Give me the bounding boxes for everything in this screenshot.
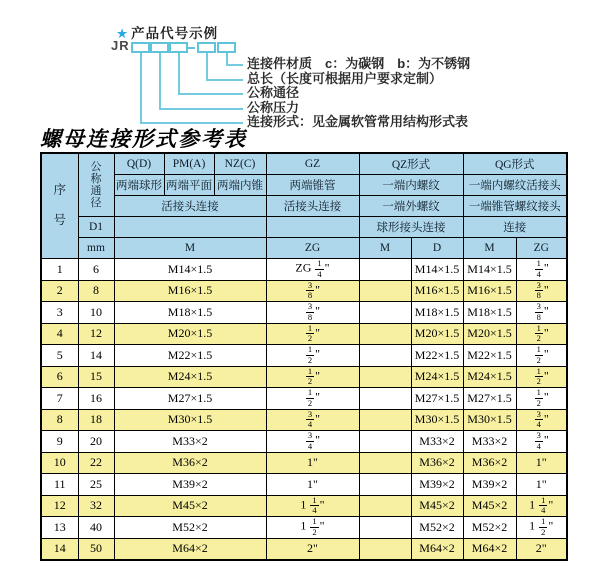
subheader-union-conn: 活接头连接: [114, 196, 266, 217]
col-header-pm: PM(A): [164, 153, 214, 175]
cell-qz-d: M64×2: [411, 538, 463, 560]
cell-gz: $\frac{1}{2}$ ": [266, 366, 359, 388]
cell-gz: 1 $\frac{1}{4}$ ": [266, 495, 359, 517]
cell-qg-m: M14×1.5: [463, 259, 516, 281]
cell-mm: 20: [78, 431, 114, 453]
table-row: [41, 452, 567, 474]
cell-qg-m: M16×1.5: [463, 280, 516, 302]
cell-qz-d: M14×1.5: [411, 259, 463, 281]
cell-qz-m: [359, 452, 411, 474]
cell-seq: 6: [41, 366, 78, 388]
cell-qg-m: M24×1.5: [463, 366, 516, 388]
cell-seq: 4: [41, 323, 78, 345]
table-header: [41, 153, 567, 259]
cell-mm: 22: [78, 452, 114, 474]
cell-qz-d: M33×2: [411, 431, 463, 453]
cell-qz-d: M20×1.5: [411, 323, 463, 345]
cell-mm: 15: [78, 366, 114, 388]
cell-m-thread: M14×1.5: [114, 259, 266, 281]
cell-qg-zg: 1": [516, 474, 567, 496]
cell-gz: $\frac{3}{8}$ ": [266, 302, 359, 324]
cell-qz-d: M18×1.5: [411, 302, 463, 324]
cell-qg-m: M30×1.5: [463, 409, 516, 431]
cell-qz-m: [359, 495, 411, 517]
table-row: [41, 538, 567, 560]
connector-line: [178, 53, 180, 95]
cell-qz-m: [359, 259, 411, 281]
table-row: [41, 388, 567, 410]
cell-qg-m: M27×1.5: [463, 388, 516, 410]
connector-line: [178, 93, 243, 95]
cell-qz-d: M45×2: [411, 495, 463, 517]
cell-mm: 25: [78, 474, 114, 496]
connector-line: [140, 53, 142, 124]
subheader-qz2: 一端外螺纹: [359, 196, 463, 217]
subheader-qg2: 一端锥管螺纹接头: [463, 196, 567, 217]
cell-m-thread: M52×2: [114, 517, 266, 539]
table-row: [41, 517, 567, 539]
cell-qg-zg: $\frac{1}{2}$ ": [516, 345, 567, 367]
cell-qg-m: M22×1.5: [463, 345, 516, 367]
code-dash: [186, 47, 195, 49]
code-prefix: JR: [111, 38, 130, 53]
cell-seq: 1: [41, 259, 78, 281]
subheader-pm: 两端平面: [164, 175, 214, 196]
connector-line: [206, 79, 243, 81]
cell-qg-zg: $\frac{1}{2}$ ": [516, 366, 567, 388]
cell-qz-d: M36×2: [411, 452, 463, 474]
col-header-seq-label: 序 号: [53, 183, 66, 227]
table-row: [41, 495, 567, 517]
cell-qz-d: M24×1.5: [411, 366, 463, 388]
col-header-m1: M: [114, 238, 266, 259]
diagram-label-material: 连接件材质 c：为碳钢 b：为不锈钢: [247, 56, 471, 71]
table-row: [41, 302, 567, 324]
col-header-seq: [41, 153, 78, 259]
subheader-qg1: 一端内螺纹活接头: [463, 175, 567, 196]
cell-seq: 3: [41, 302, 78, 324]
table-row: [41, 280, 567, 302]
col-header-mm: mm: [78, 238, 114, 259]
col-header-gz: GZ: [266, 153, 359, 175]
connector-line: [206, 53, 208, 81]
cell-mm: 12: [78, 323, 114, 345]
cell-gz: 1 $\frac{1}{2}$ ": [266, 517, 359, 539]
subheader-nz: 两端内锥: [214, 175, 266, 196]
cell-qz-d: M16×1.5: [411, 280, 463, 302]
diagram-label-diameter: 公称通径: [247, 85, 300, 100]
cell-qg-m: M39×2: [463, 474, 516, 496]
cell-seq: 13: [41, 517, 78, 539]
cell-qg-zg: $\frac{3}{4}$ ": [516, 431, 567, 453]
cell-mm: 50: [78, 538, 114, 560]
cell-m-thread: M36×2: [114, 452, 266, 474]
cell-mm: 32: [78, 495, 114, 517]
subheader-qz1: 一端内螺纹: [359, 175, 463, 196]
cell-m-thread: M45×2: [114, 495, 266, 517]
cell-qz-m: [359, 345, 411, 367]
connector-line: [226, 64, 243, 66]
subheader-gz: 两端锥管: [266, 175, 359, 196]
cell-gz: 1": [266, 474, 359, 496]
col-header-q: Q(D): [114, 153, 164, 175]
diagram-heading: [116, 22, 218, 42]
cell-qg-zg: $\frac{1}{2}$ ": [516, 388, 567, 410]
cell-qz-d: M39×2: [411, 474, 463, 496]
cell-gz: 2": [266, 538, 359, 560]
table-row: [41, 345, 567, 367]
cell-qg-zg: $\frac{1}{4}$ ": [516, 259, 567, 281]
cell-mm: 6: [78, 259, 114, 281]
cell-m-thread: M20×1.5: [114, 323, 266, 345]
cell-qz-m: [359, 431, 411, 453]
subheader-gz-conn: 活接头连接: [266, 196, 359, 217]
cell-m-thread: M33×2: [114, 431, 266, 453]
col-header-d2: D: [411, 238, 463, 259]
cell-qz-d: M22×1.5: [411, 345, 463, 367]
cell-mm: 16: [78, 388, 114, 410]
cell-qg-zg: $\frac{3}{8}$ ": [516, 302, 567, 324]
cell-m-thread: M18×1.5: [114, 302, 266, 324]
cell-qz-m: [359, 517, 411, 539]
col-header-dn-label: 公 称 通 径: [90, 160, 102, 210]
cell-qg-zg: 2": [516, 538, 567, 560]
cell-qz-m: [359, 474, 411, 496]
cell-qz-m: [359, 388, 411, 410]
cell-qg-m: M45×2: [463, 495, 516, 517]
table-row: [41, 409, 567, 431]
cell-gz: $\frac{3}{4}$ ": [266, 409, 359, 431]
page-title: 螺母连接形式参考表: [40, 127, 247, 151]
col-header-qg: QG形式: [463, 153, 567, 175]
cell-seq: 10: [41, 452, 78, 474]
cell-m-thread: M30×1.5: [114, 409, 266, 431]
cell-qg-m: M36×2: [463, 452, 516, 474]
cell-qz-m: [359, 323, 411, 345]
table-row: [41, 431, 567, 453]
cell-seq: 8: [41, 409, 78, 431]
table-row: [41, 474, 567, 496]
table-body: [41, 259, 567, 561]
cell-gz: ZG $\frac{1}{4}$ ": [266, 259, 359, 281]
star-icon: ★: [116, 26, 130, 41]
cell-seq: 9: [41, 431, 78, 453]
empty-cell: [114, 217, 266, 238]
cell-qz-d: M52×2: [411, 517, 463, 539]
cell-qg-m: M33×2: [463, 431, 516, 453]
cell-qg-zg: $\frac{1}{2}$ ": [516, 323, 567, 345]
connector-line: [159, 108, 243, 110]
cell-m-thread: M16×1.5: [114, 280, 266, 302]
cell-mm: 10: [78, 302, 114, 324]
col-header-dn: [78, 153, 114, 217]
cell-qz-d: M30×1.5: [411, 409, 463, 431]
cell-seq: 11: [41, 474, 78, 496]
cell-gz: 1": [266, 452, 359, 474]
cell-seq: 5: [41, 345, 78, 367]
table-row: [41, 323, 567, 345]
cell-m-thread: M27×1.5: [114, 388, 266, 410]
table-row: [41, 259, 567, 281]
subheader-qg3: 连接: [463, 217, 567, 238]
cell-m-thread: M64×2: [114, 538, 266, 560]
code-box-5: [217, 42, 236, 53]
cell-qz-m: [359, 409, 411, 431]
cell-qz-m: [359, 302, 411, 324]
diagram-label-pressure: 公称压力: [247, 100, 300, 115]
cell-qz-m: [359, 280, 411, 302]
code-box-4: [197, 42, 216, 53]
cell-gz: $\frac{1}{2}$ ": [266, 323, 359, 345]
col-header-d1: D1: [78, 217, 114, 238]
cell-qg-zg: $\frac{3}{4}$ ": [516, 409, 567, 431]
code-box-2: [150, 42, 169, 53]
cell-seq: 12: [41, 495, 78, 517]
cell-m-thread: M24×1.5: [114, 366, 266, 388]
cell-mm: 18: [78, 409, 114, 431]
col-header-zg1: ZG: [266, 238, 359, 259]
cell-mm: 14: [78, 345, 114, 367]
cell-m-thread: M39×2: [114, 474, 266, 496]
cell-qg-zg: 1 $\frac{1}{2}$ ": [516, 517, 567, 539]
subheader-qz3: 球形接头连接: [359, 217, 463, 238]
cell-seq: 7: [41, 388, 78, 410]
col-header-m3: M: [463, 238, 516, 259]
code-box-1: [131, 42, 150, 53]
cell-qz-m: [359, 538, 411, 560]
cell-qz-d: M27×1.5: [411, 388, 463, 410]
table-row: [41, 366, 567, 388]
cell-qg-m: M52×2: [463, 517, 516, 539]
cell-seq: 2: [41, 280, 78, 302]
connector-line: [159, 53, 161, 110]
subheader-q: 两端球形: [114, 175, 164, 196]
cell-mm: 40: [78, 517, 114, 539]
cell-qg-m: M18×1.5: [463, 302, 516, 324]
col-header-m2: M: [359, 238, 411, 259]
cell-qg-zg: $\frac{3}{8}$ ": [516, 280, 567, 302]
cell-gz: $\frac{1}{2}$ ": [266, 388, 359, 410]
cell-qg-zg: 1 $\frac{1}{4}$ ": [516, 495, 567, 517]
cell-gz: $\frac{3}{4}$ ": [266, 431, 359, 453]
cell-gz: $\frac{1}{2}$ ": [266, 345, 359, 367]
cell-qg-zg: 1": [516, 452, 567, 474]
cell-gz: $\frac{3}{8}$ ": [266, 280, 359, 302]
cell-qg-m: M64×2: [463, 538, 516, 560]
nut-connection-reference-table: [40, 152, 568, 561]
cell-qz-m: [359, 366, 411, 388]
diagram-label-length: 总长（长度可根据用户要求定制）: [247, 71, 443, 86]
diagram-heading-text: 产品代号示例: [131, 26, 219, 41]
cell-mm: 8: [78, 280, 114, 302]
cell-seq: 14: [41, 538, 78, 560]
col-header-zg3: ZG: [516, 238, 567, 259]
col-header-qz: QZ形式: [359, 153, 463, 175]
cell-qg-m: M20×1.5: [463, 323, 516, 345]
diagram-label-connection: 连接形式：见金属软管常用结构形式表: [247, 114, 469, 129]
cell-m-thread: M22×1.5: [114, 345, 266, 367]
col-header-nz: NZ(C): [214, 153, 266, 175]
empty-cell: [266, 217, 359, 238]
